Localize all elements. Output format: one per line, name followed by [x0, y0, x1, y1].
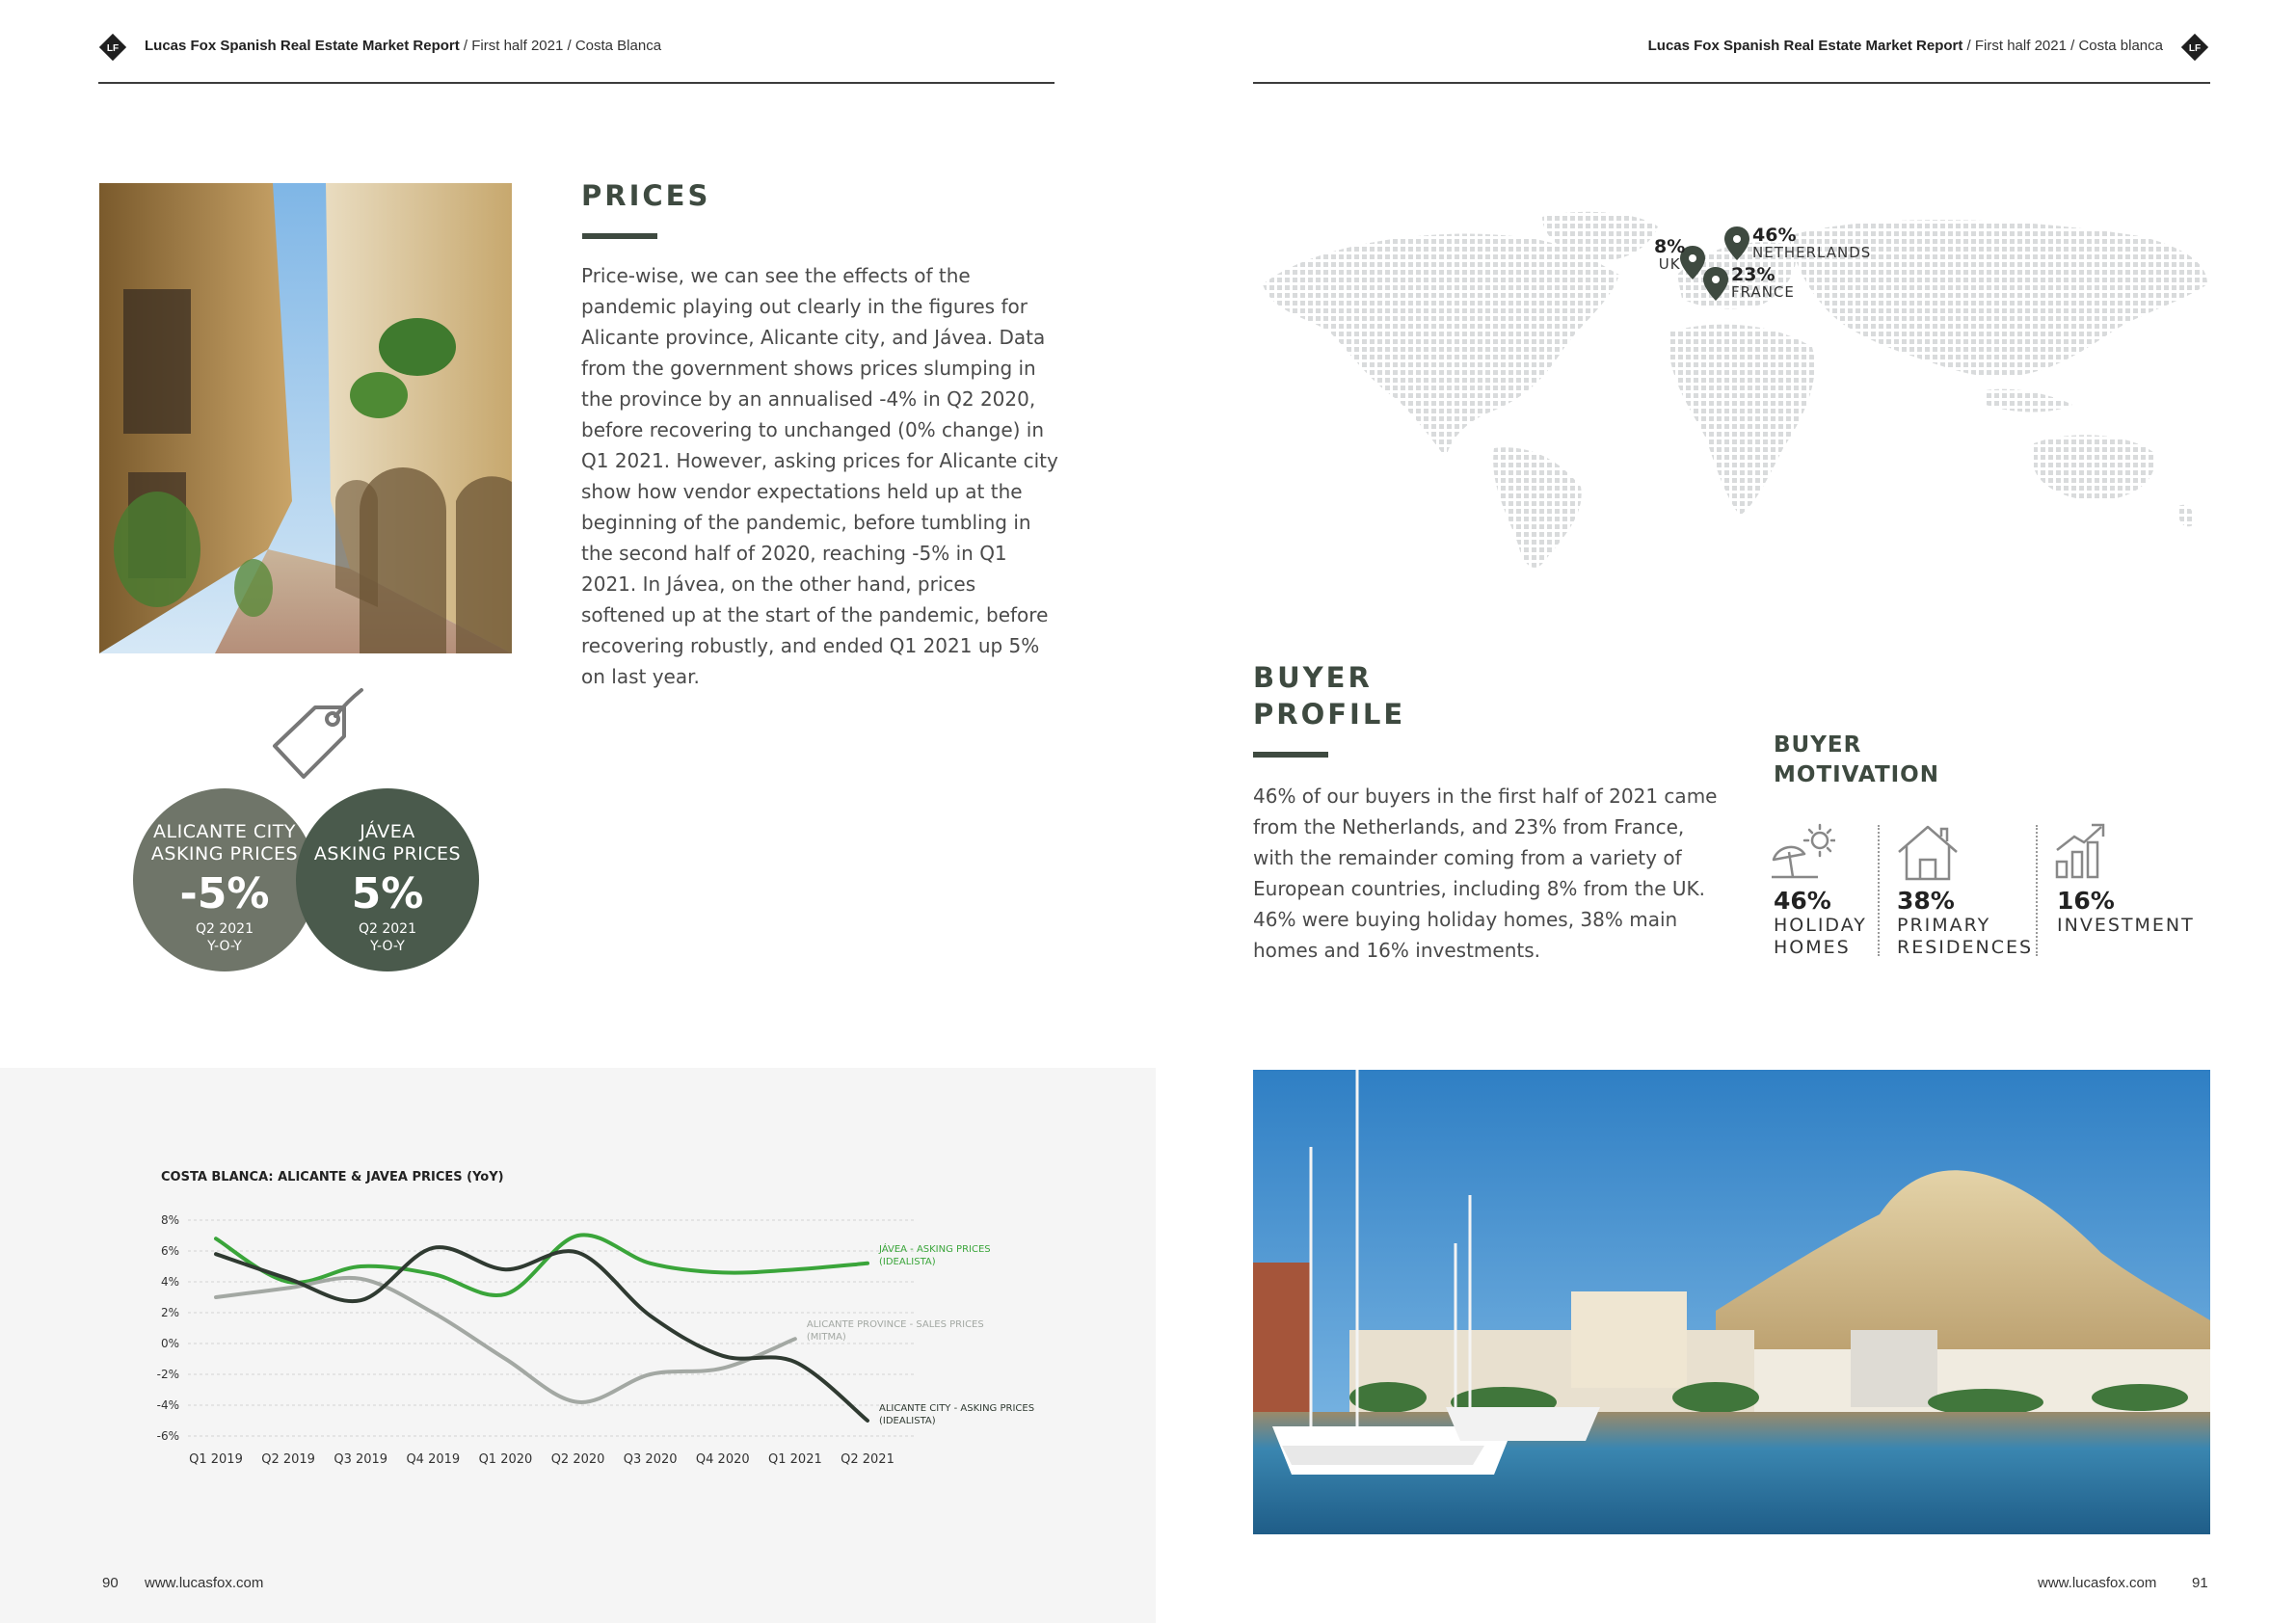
right-header-title: Lucas Fox Spanish Real Estate Market Report / First half 2021 / Costa blanca	[1647, 38, 2163, 54]
y-tick-label: 0%	[160, 1337, 179, 1350]
prices-heading-accent	[582, 233, 657, 239]
motivation-divider	[1878, 825, 1880, 956]
buyer-profile-accent	[1253, 752, 1328, 758]
pin-label-netherlands: 46% NETHERLANDS	[1752, 225, 1872, 261]
stat-label: ASKING PRICES	[150, 843, 299, 865]
buyer-motivation-heading: BUYER MOTIVATION	[1774, 732, 1939, 787]
stat-value: -5%	[179, 869, 270, 918]
legend-label: ALICANTE CITY - ASKING PRICES	[879, 1403, 1035, 1414]
chart-title: COSTA BLANCA: ALICANTE & JAVEA PRICES (YoY)	[161, 1170, 504, 1184]
alicante-harbour-photo	[1253, 1070, 2210, 1534]
buyer-profile-heading: BUYER PROFILE	[1253, 661, 1406, 731]
y-tick-label: -2%	[156, 1368, 179, 1381]
alicante-city-stat-circle	[133, 788, 316, 971]
stat-period: Y-O-Y	[207, 939, 242, 954]
right-page-number: 91	[2192, 1575, 2208, 1591]
house-icon	[1895, 823, 1961, 881]
x-tick-label: Q4 2019	[406, 1452, 461, 1467]
legend-label: ALICANTE PROVINCE - SALES PRICES	[806, 1319, 984, 1331]
motivation-primary-residences: 38% PRIMARY RESIDENCES	[1897, 887, 2034, 958]
y-tick-label: 4%	[160, 1275, 179, 1289]
legend-source: (IDEALISTA)	[879, 1416, 936, 1426]
y-tick-label: 2%	[160, 1306, 179, 1319]
price-tag-icon	[265, 686, 371, 787]
stat-label: ASKING PRICES	[313, 843, 462, 865]
motivation-investment: 16% INVESTMENT	[2057, 887, 2195, 936]
chart-x-axis	[189, 1452, 894, 1467]
x-tick-label: Q4 2020	[695, 1452, 750, 1467]
beach-umbrella-icon	[1770, 821, 1835, 881]
pin-label-uk: 8% UK	[1654, 236, 1686, 273]
svg-text:LF: LF	[2188, 43, 2202, 54]
x-tick-label: Q2 2021	[841, 1452, 894, 1467]
stat-label: ALICANTE CITY	[153, 821, 296, 842]
javea-stat-circle	[296, 788, 479, 971]
stat-period: Y-O-Y	[370, 939, 405, 954]
x-tick-label: Q1 2019	[189, 1452, 243, 1467]
stat-value: 5%	[351, 869, 424, 918]
y-tick-label: 6%	[160, 1244, 179, 1258]
left-page-number: 90	[102, 1575, 119, 1591]
motivation-holiday-homes: 46% HOLIDAY HOMES	[1774, 887, 1867, 958]
left-footer-url[interactable]: www.lucasfox.com	[145, 1575, 264, 1591]
stat-label: JÁVEA	[360, 821, 415, 842]
series-line	[216, 1247, 868, 1421]
chart-y-axis	[157, 1213, 179, 1443]
legend-source: (MITMA)	[806, 1332, 846, 1344]
y-tick-label: 8%	[160, 1213, 179, 1227]
prices-paragraph: Price-wise, we can see the effects of the pandemic playing out clearly in the figures for Alicante province, Alicante city, and Jávea. Data from the government shows prices slumping in the province by an annualised -4% in Q2 2020, before recovering to unchanged (0% change) in Q1 2021. However, asking prices for Alicante city show how vendor expectations held up at the beginning of the pandemic, before tumbling in the second half of 2020, reaching -5% in Q1 2021. In Jávea, on the other hand, prices softened up at the start of the pandemic, before recovering robustly, and ended Q1 2021 up 5% on last year.	[581, 264, 1058, 688]
left-header-rule	[98, 82, 1055, 84]
series-line	[216, 1235, 868, 1295]
lucas-fox-logo-icon	[98, 33, 127, 62]
y-tick-label: -6%	[156, 1429, 179, 1443]
buyer-profile-paragraph: 46% of our buyers in the first half of 2021 came from the Netherlands, and 23% from France, with the remainder coming from a variety of European countries, including 8% from the UK. 46% were buying holiday homes, 38% main homes and 16% investments.	[1253, 785, 1718, 962]
x-tick-label: Q2 2019	[261, 1452, 315, 1467]
world-map	[1253, 207, 2212, 573]
x-tick-label: Q1 2021	[768, 1452, 822, 1467]
pin-label-france: 23% FRANCE	[1731, 264, 1795, 301]
stat-period: Q2 2021	[358, 921, 416, 937]
x-tick-label: Q3 2020	[623, 1452, 678, 1467]
motivation-divider	[2036, 825, 2038, 956]
prices-heading: PRICES	[581, 179, 711, 212]
street-photo	[99, 183, 512, 653]
legend-source: (IDEALISTA)	[879, 1256, 936, 1267]
chart-series-lines	[216, 1235, 868, 1421]
legend-label: JÁVEA - ASKING PRICES	[879, 1243, 991, 1255]
left-header-title: Lucas Fox Spanish Real Estate Market Report / First half 2021 / Costa Blanca	[145, 38, 662, 54]
series-line	[216, 1278, 795, 1402]
right-header-rule	[1253, 82, 2210, 84]
right-footer-url[interactable]: www.lucasfox.com	[2038, 1575, 2157, 1591]
price-line-chart	[0, 1068, 1156, 1623]
x-tick-label: Q3 2019	[334, 1452, 388, 1467]
x-tick-label: Q2 2020	[550, 1452, 605, 1467]
y-tick-label: -4%	[156, 1398, 179, 1412]
lucas-fox-logo-icon	[2180, 33, 2209, 62]
svg-text:LF: LF	[106, 43, 120, 54]
growth-chart-icon	[2053, 821, 2107, 881]
stat-period: Q2 2021	[195, 921, 254, 937]
x-tick-label: Q1 2020	[478, 1452, 533, 1467]
